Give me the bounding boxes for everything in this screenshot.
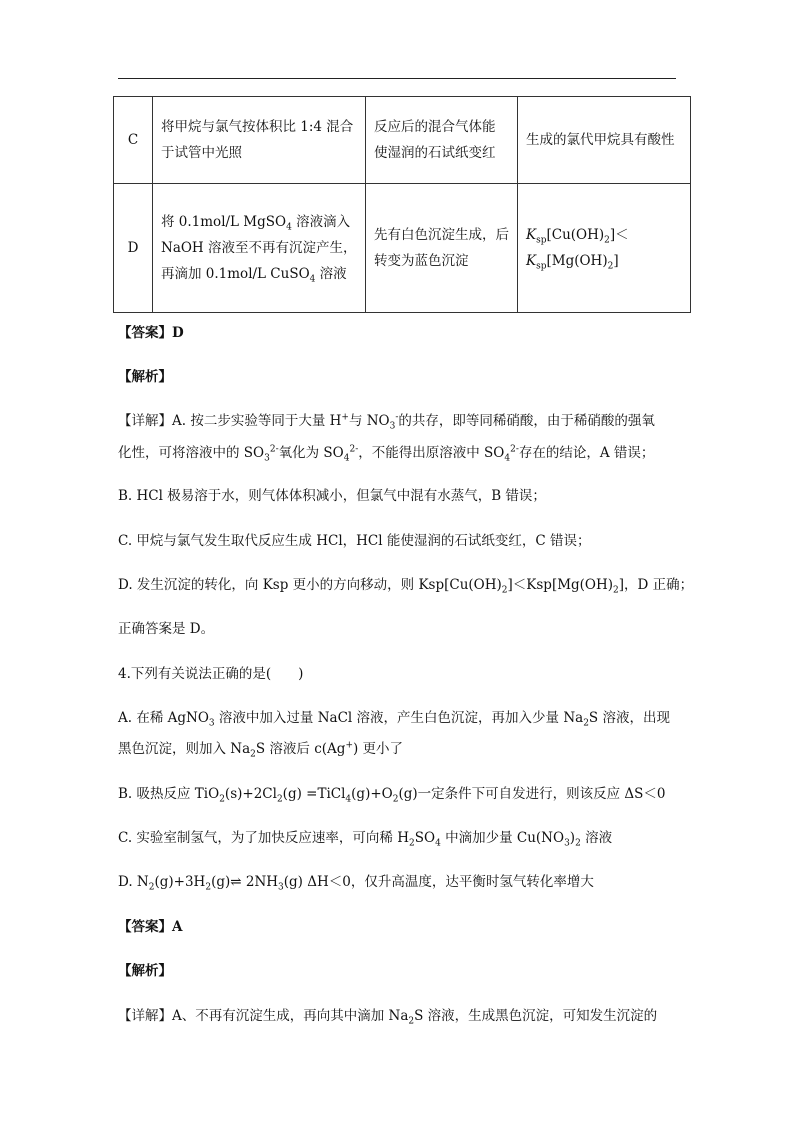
operation-line: 于试管中光照 bbox=[161, 145, 242, 161]
table-row-c bbox=[114, 97, 691, 184]
phenomenon-line: 先有白色沉淀生成，后 bbox=[374, 227, 509, 243]
phenomenon-line: 转变为蓝色沉淀 bbox=[374, 253, 469, 269]
detail-line: 【详解】A. 按二步实验等同于大量 H+与 $NO_3^-$的共存，即等同稀硝酸，由于稀硝酸的强氧 bbox=[118, 412, 655, 432]
detail-line: 化性，可将溶液中的 $SO_3^{2-}$氧化为 $SO_4^{2-}$，不能得出原溶液中 $SO_4^{2-}$存在的结论，A 错误； bbox=[118, 444, 655, 464]
analysis-label: 【解析】 bbox=[118, 369, 172, 385]
answer-label: 【答案】D bbox=[118, 325, 184, 341]
option-line: B. 吸热反应 $TiO_2(s)+2Cl_2(g)$ $=TiCl_4(g)+O_2(g)$一定条件下可自发进行，则该反应 ΔS＜0 bbox=[118, 786, 666, 805]
conclusion-line: $K_{sp}[Mg(OH)_2]$ bbox=[526, 253, 619, 272]
row-label: D bbox=[114, 184, 153, 313]
row-label: C bbox=[114, 97, 153, 184]
operation-cell bbox=[153, 97, 366, 184]
conclusion-cell bbox=[518, 184, 691, 313]
detail-line: D. 发生沉淀的转化，向 Ksp 更小的方向移动，则 $Ksp[Cu(OH)_2]<Ksp[Mg(OH)_2]$，D 正确； bbox=[118, 577, 694, 596]
question-4: 4.下列有关说法正确的是( ) bbox=[118, 666, 304, 682]
operation-cell bbox=[153, 184, 366, 313]
analysis-label: 【解析】 bbox=[118, 963, 172, 979]
operation-line: 将 0.1mol/L MgSO$_4$ 溶液滴入 bbox=[161, 214, 351, 233]
detail-line: B. HCl 极易溶于水，则气体体积减小，但氯气中混有水蒸气，B 错误； bbox=[118, 488, 546, 504]
header-rule bbox=[118, 78, 676, 79]
option-line: 黑色沉淀，则加入 $Na_2S$ 溶液后 c(Ag+) 更小了 bbox=[118, 740, 404, 760]
experiment-table bbox=[113, 96, 691, 313]
conclusion-line: $K_{sp}[Cu(OH)_2]<$ bbox=[526, 227, 629, 246]
phenomenon-line: 反应后的混合气体能 bbox=[374, 119, 496, 135]
option-line: D. $N_2(g)+3H_2(g)\rightleftharpoons$ $2NH_3(g)$ ΔH＜0，仅升高温度，达平衡时氢气转化率增大 bbox=[118, 874, 594, 893]
operation-line: 再滴加 0.1mol/L CuSO$_4$ 溶液 bbox=[161, 266, 347, 285]
table-row-d bbox=[114, 184, 691, 313]
phenomenon-cell bbox=[366, 184, 518, 313]
option-line: A. 在稀 AgNO$_3$ 溶液中加入过量 NaCl 溶液，产生白色沉淀，再加入少量 $Na_2S$ 溶液，出现 bbox=[118, 710, 670, 729]
answer-label: 【答案】A bbox=[118, 919, 183, 935]
detail-line: C. 甲烷与氯气发生取代反应生成 HCl，HCl 能使湿润的石试纸变红，C 错误； bbox=[118, 533, 591, 549]
phenomenon-cell bbox=[366, 97, 518, 184]
option-line: C. 实验室制氢气，为了加快反应速率，可向稀 $H_2SO_4$ 中滴加少量 $Cu(NO_3)_2$ 溶液 bbox=[118, 830, 613, 849]
operation-line: NaOH 溶液至不再有沉淀产生， bbox=[161, 240, 357, 256]
detail-line: 【详解】A、不再有沉淀生成，再向其中滴加 $Na_2S$ 溶液，生成黑色沉淀，可知发生沉淀的 bbox=[118, 1008, 658, 1027]
conclusion-cell: 生成的氯代甲烷具有酸性 bbox=[518, 97, 691, 184]
operation-line: 将甲烷与氯气按体积比 1:4 混合 bbox=[161, 119, 354, 135]
detail-line: 正确答案是 D。 bbox=[118, 621, 215, 637]
phenomenon-line: 使湿润的石试纸变红 bbox=[374, 145, 496, 161]
